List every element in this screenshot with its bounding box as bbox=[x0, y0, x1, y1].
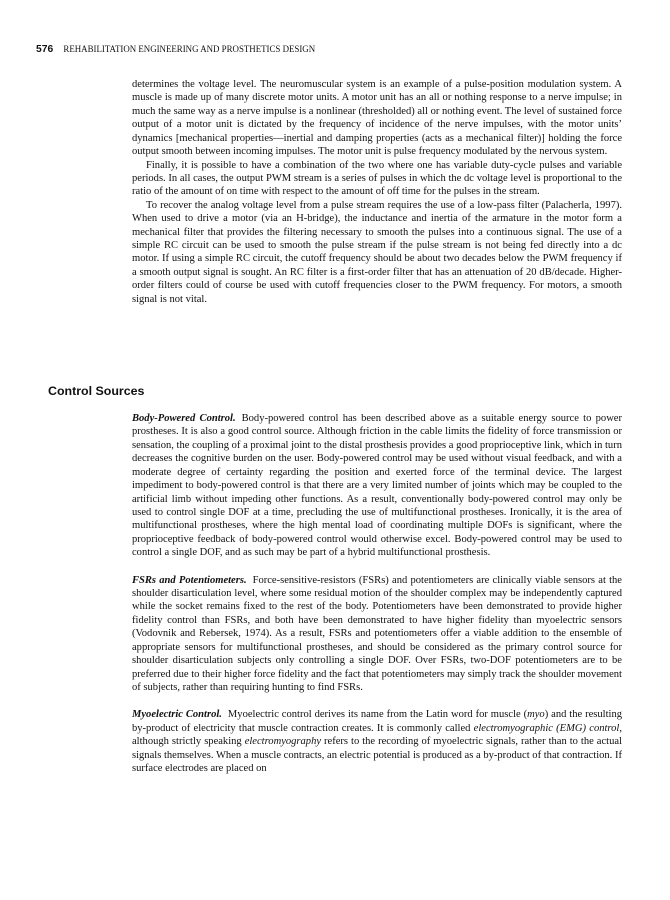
myo-heading: Myoelectric Control. bbox=[132, 709, 222, 721]
intro-paragraph-2: Finally, it is possible to have a combination of the two where one has variable duty-cycle pulses and variable periods. In all cases, the output PWM stream is a series of pulses in which the dc voltage level is proportional to the ratio of the amount of on time with respect to the amount of off time for the pulses in the stream. bbox=[132, 159, 622, 198]
body-powered-text: Body-powered control has been described above as a suitable energy source to power prostheses. It is also a good control source. Although friction in the cable limits the fidelity of force transmission or sensation, the coupling of a proximal joint to the distal prosthesis provides a good proprioceptive link, which in turn decreases the cognitive burden on the user. Body-powered control may be used without visual feedback, and with a moderate degree of certainty regarding the position and exerted force of the terminal device. The largest impediment to body-powered control is that there are a very limited number of joints which may be coupled to the artificial limb without impeding other functions. As a result, conventionally body-powered control may only be used to control single DOF at a time, precluding the use of multifunctional prostheses. Ironically, it is the area of multifunctional prostheses, where the high mental load of coordinating multiple DOFs is significant, where the proprioceptive feedback of body-powered control would otherwise excel. Body-powered control may be used to control a single DOF, and as such may be part of a hybrid multifunctional prosthesis. bbox=[132, 413, 623, 559]
section-heading: Control Sources bbox=[48, 384, 145, 398]
body-powered-heading: Body-Powered Control. bbox=[132, 413, 236, 424]
intro-paragraph-1: determines the voltage level. The neuromuscular system is an example of a pulse-position modulation system. A muscle is made up of many discrete motor units. A motor unit has an all or nothing response to a nerve impulse; in much the same way as a nerve impulse is a nonlinear (thresholded) all or nothing event. The level of sustained force output of a motor unit is dictated by the frequency of incidence of the nerve impulses, with the motor units’ dynamics [mechanical properties—inertial and damping properties (acts as a mechanical filter)] holding the force output smooth between incoming impulses. The motor unit is pulse frequency modulated by the nervous system. bbox=[132, 79, 622, 158]
emg-term: electromyographic (EMG) control bbox=[473, 722, 620, 734]
running-header bbox=[36, 44, 650, 55]
section-body bbox=[132, 412, 622, 790]
myo-text-d: refers to the recording of myoelectric signals, rather than to the actual signals themselves. When a muscle contracts, an electric potential is produced as a by-product of that contraction. If surface electrodes are placed on bbox=[132, 736, 622, 775]
myo-text-c: , although strictly speaking bbox=[132, 722, 622, 748]
body-powered-paragraph bbox=[132, 412, 622, 560]
intro-paragraph-3: To recover the analog voltage level from a pulse stream requires the use of a low-pass filter (Palacherla, 1997). When used to drive a motor (via an H-bridge), the inductance and inertia of the armature in the motor form a mechanical filter that provides the filtering necessary to smooth the pulses into a continuous signal. The use of a simple RC circuit can be used to smooth the pulse stream if the pulse stream is not being fed directly into a dc motor. If using a simple RC circuit, the cutoff frequency should be about two decades below the PWM frequency if a smooth output signal is sought. An RC filter is a first-order filter that has an attenuation of 20 dB/decade. Higher-order filters could of course be used with cutoff frequencies closer to the PWM frequency. For motors, a smooth signal is not vital. bbox=[132, 199, 622, 305]
page-number: 576 bbox=[36, 44, 54, 55]
myo-paragraph bbox=[132, 708, 622, 775]
intro-text bbox=[132, 78, 622, 306]
running-title: REHABILITATION ENGINEERING AND PROSTHETICS DESIGN bbox=[63, 44, 316, 54]
myo-word: myo bbox=[527, 709, 545, 721]
fsr-heading: FSRs and Potentiometers. bbox=[132, 574, 247, 586]
myo-text-b: ) and the resulting by-product of electricity that muscle contraction creates. It is commonly called bbox=[132, 709, 622, 734]
emg-word: electromyography bbox=[244, 736, 322, 748]
fsr-paragraph bbox=[132, 574, 622, 695]
fsr-text: Force-sensitive-resistors (FSRs) and potentiometers are clinically viable sensors at the shoulder disarticulation level, where some residual motion of the shoulder complex may be independently captured while the socket remains fixed to the rest of the body. Potentiometers have been demonstrated to provide higher fidelity control than FSRs, and both have been demonstrated to have higher fidelity than myoelectric sensors (Vodovnik and Rebersek, 1974). As a result, FSRs and potentiometers offer a viable addition to the ensemble of appropriate sensors for multifunctional prostheses, and should be considered as the primary control source for shoulder disarticulation subjects only controlling a single DOF. Over FSRs, two-DOF potentiometers are to be preferred due to their higher force fidelity and the fact that potentiometers may simply track the shoulder movement of subjects, rather than requiring hunting to find FSRs. bbox=[132, 574, 622, 694]
myo-text-a: Myoelectric control derives its name from the Latin word for muscle ( bbox=[227, 709, 528, 721]
